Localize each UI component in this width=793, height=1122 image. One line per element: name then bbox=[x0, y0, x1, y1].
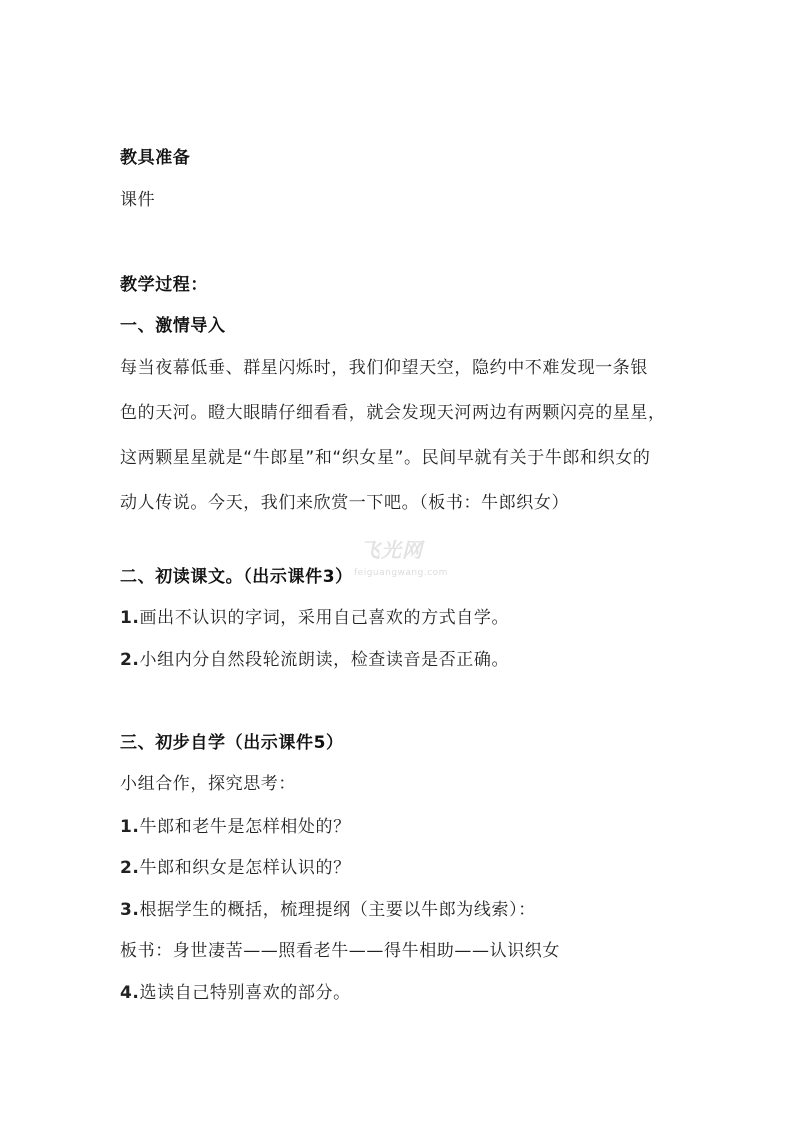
list-item-number: 2. bbox=[120, 858, 140, 878]
paragraph-line: 这两颗星星就是“牛郎星”和“织女星”。民间早就有关于牛郎和织女的 bbox=[120, 448, 651, 468]
part3-heading-suffix: ） bbox=[326, 733, 344, 753]
process-heading: 教学过程： bbox=[120, 275, 208, 295]
part2-heading-suffix: ） bbox=[335, 567, 353, 587]
list-item-number: 1. bbox=[120, 817, 140, 837]
prep-content: 课件 bbox=[120, 190, 156, 210]
part3-heading bbox=[120, 732, 680, 754]
paragraph-line: 动人传说。今天，我们来欣赏一下吧。（板书：牛郎织女） bbox=[120, 493, 570, 513]
part2-heading-text: 二、初读课文。（出示课件 bbox=[120, 567, 323, 587]
part2-heading-num: 3 bbox=[322, 567, 336, 587]
list-item bbox=[120, 982, 680, 1004]
paragraph-line: 每当夜幕低垂、群星闪烁时，我们仰望天空，隐约中不难发现一条银 bbox=[120, 358, 648, 378]
list-item-number: 3. bbox=[120, 900, 140, 920]
board-outline: 板书：身世凄苦——照看老牛——得牛相助——认识织女 bbox=[120, 941, 560, 961]
part1-heading: 一、激情导入 bbox=[120, 316, 226, 336]
list-item-text: 画出不认识的字词，采用自己喜欢的方式自学。 bbox=[139, 608, 510, 628]
part3-heading-num: 5 bbox=[313, 733, 327, 753]
section-heading-prep: 教具准备 bbox=[120, 148, 191, 168]
watermark-logo: 飞光网 bbox=[360, 538, 423, 562]
list-item-text: 选读自己特别喜欢的部分。 bbox=[139, 983, 351, 1003]
list-item bbox=[120, 899, 680, 921]
part3-heading-text: 三、初步自学（出示课件 bbox=[120, 733, 314, 753]
list-item bbox=[120, 649, 680, 671]
list-item-text: 根据学生的概括，梳理提纲（主要以牛郎为线索）： bbox=[139, 900, 536, 920]
list-item-text: 牛郎和老牛是怎样相处的？ bbox=[139, 817, 351, 837]
list-item-text: 牛郎和织女是怎样认识的？ bbox=[139, 858, 351, 878]
list-item bbox=[120, 857, 680, 879]
part2-heading bbox=[120, 566, 680, 588]
part3-intro: 小组合作，探究思考： bbox=[120, 774, 296, 794]
watermark-url: feiguangwang.com bbox=[354, 568, 448, 578]
list-item-number: 1. bbox=[120, 608, 140, 628]
paragraph-line: 色的天河。瞪大眼睛仔细看看，就会发现天河两边有两颗闪亮的星星， bbox=[120, 403, 666, 423]
list-item bbox=[120, 607, 680, 629]
list-item bbox=[120, 816, 680, 838]
list-item-number: 2. bbox=[120, 650, 140, 670]
list-item-number: 4. bbox=[120, 983, 140, 1003]
part1-paragraph bbox=[120, 357, 680, 537]
list-item-text: 小组内分自然段轮流朗读，检查读音是否正确。 bbox=[139, 650, 510, 670]
